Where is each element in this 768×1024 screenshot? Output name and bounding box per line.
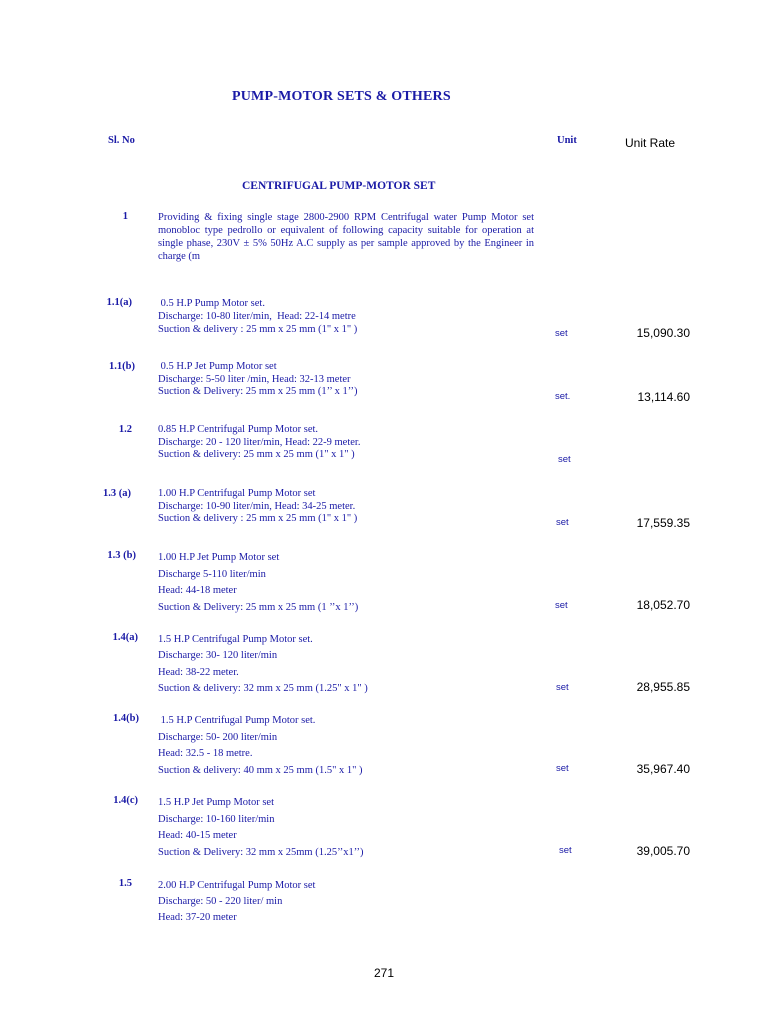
item-description-line: Suction & delivery : 25 mm x 25 mm (1" x 1" ) [158,513,358,524]
item-rate: 39,005.70 [636,844,690,858]
item-rate: 13,114.60 [637,390,690,404]
column-header-sl-no: Sl. No [108,135,135,146]
item-description [158,211,534,263]
item-number: 1.4(b) [113,713,139,724]
item-description-line: Discharge: 5-50 liter /min, Head: 32-13 meter [158,373,351,385]
item-description-line: Suction & Delivery: 32 mm x 25mm (1.25’’x1’’) [158,846,364,858]
item-description-line: 0.5 H.P Pump Motor set. [158,298,265,309]
item-description-line: Head: 44-18 meter [158,585,237,597]
item-number: 1.1(a) [106,297,132,308]
item-description-line: 0.5 H.P Jet Pump Motor set [158,361,277,372]
item-description-line: Head: 40-15 meter [158,830,237,841]
item-number: 1.5 [118,878,132,889]
item-unit: set. [555,391,571,402]
column-header-unit-rate: Unit Rate [625,136,676,150]
column-header-unit: Unit [557,135,577,146]
item-description [158,297,534,336]
item-description-line: Suction & delivery: 25 mm x 25 mm (1" x 1" ) [158,449,355,460]
item-number: 1.1(b) [109,361,135,372]
item-description [158,361,534,399]
item-unit: set [556,682,569,693]
page-number: 271 [373,966,395,980]
item-description-line: Suction & Delivery: 25 mm x 25 mm (1’’ x 1’’) [158,386,358,397]
item-number: 1.2 [118,424,132,435]
item-description-line: Discharge: 10-90 liter/min, Head: 34-25 meter. [158,500,356,512]
item-rate: 17,559.35 [636,516,690,530]
item-number: 1.4(a) [112,632,138,643]
item-description [158,795,534,861]
item-rate: 35,967.40 [636,762,690,776]
item-description-line: Suction & delivery: 32 mm x 25 mm (1.25" x 1" ) [158,682,368,694]
item-number: 1 [122,211,128,222]
item-description-line: 0.85 H.P Centrifugal Pump Motor set. [158,424,319,435]
item-unit: set [555,328,568,339]
item-number: 1.3 (a) [103,488,131,499]
item-description-line: 1.5 H.P Centrifugal Pump Motor set. [158,715,316,726]
item-description-line: Discharge: 20 - 120 liter/min, Head: 22-9 meter. [158,436,361,448]
item-description-line: Providing & fixing single stage 2800-2900 RPM Centrifugal water Pump Motor set monobloc type pedrollo or equivalent of following capacity suitable for operation at single phase, 230V ± 5% 50Hz A.C supply as per sample approved by the Engineer in charge (m [158,212,534,262]
item-description [158,632,534,697]
item-description-line: Discharge: 10-80 liter/min, Head: 22-14 metre [158,311,356,322]
item-unit: set [555,600,568,611]
item-description-line: Discharge 5-110 liter/min [158,568,266,580]
item-description-line: 1.00 H.P Centrifugal Pump Motor set [158,488,316,499]
item-description [158,424,534,462]
item-rate: 15,090.30 [636,326,690,340]
item-unit: set [556,517,569,528]
item-unit: set [558,454,571,465]
item-description-line: Suction & Delivery: 25 mm x 25 mm (1 ’’x 1’’) [158,602,359,614]
item-description-line: Discharge: 50 - 220 liter/ min [158,896,283,907]
item-description-line: Suction & delivery: 40 mm x 25 mm (1.5" x 1" ) [158,764,363,776]
item-description-line: 2.00 H.P Centrifugal Pump Motor set [158,880,316,891]
item-description-line: Suction & delivery : 25 mm x 25 mm (1" x 1" ) [158,324,358,335]
item-description [158,878,534,926]
item-description-line: 1.5 H.P Jet Pump Motor set [158,797,274,808]
item-unit: set [556,763,569,774]
item-description-line: Head: 37-20 meter [158,912,237,923]
item-description-line: Discharge: 10-160 liter/min [158,813,275,825]
item-number: 1.3 (b) [107,550,136,561]
section-title: CENTRIFUGAL PUMP-MOTOR SET [242,180,436,192]
item-number: 1.4(c) [113,795,138,806]
item-description-line: Head: 32.5 - 18 metre. [158,748,253,759]
item-description-line: Discharge: 30- 120 liter/min [158,650,278,662]
item-rate: 18,052.70 [636,598,690,612]
item-description-line: Discharge: 50- 200 liter/min [158,731,278,743]
item-description-line: 1.00 H.P Jet Pump Motor set [158,552,280,563]
item-rate: 28,955.85 [636,680,690,694]
item-description [158,550,534,617]
item-unit: set [559,845,572,856]
item-description [158,488,534,526]
item-description [158,713,534,779]
item-description-line: 1.5 H.P Centrifugal Pump Motor set. [158,634,313,645]
page-title: PUMP-MOTOR SETS & OTHERS [232,89,451,104]
item-description-line: Head: 38-22 meter. [158,666,239,678]
